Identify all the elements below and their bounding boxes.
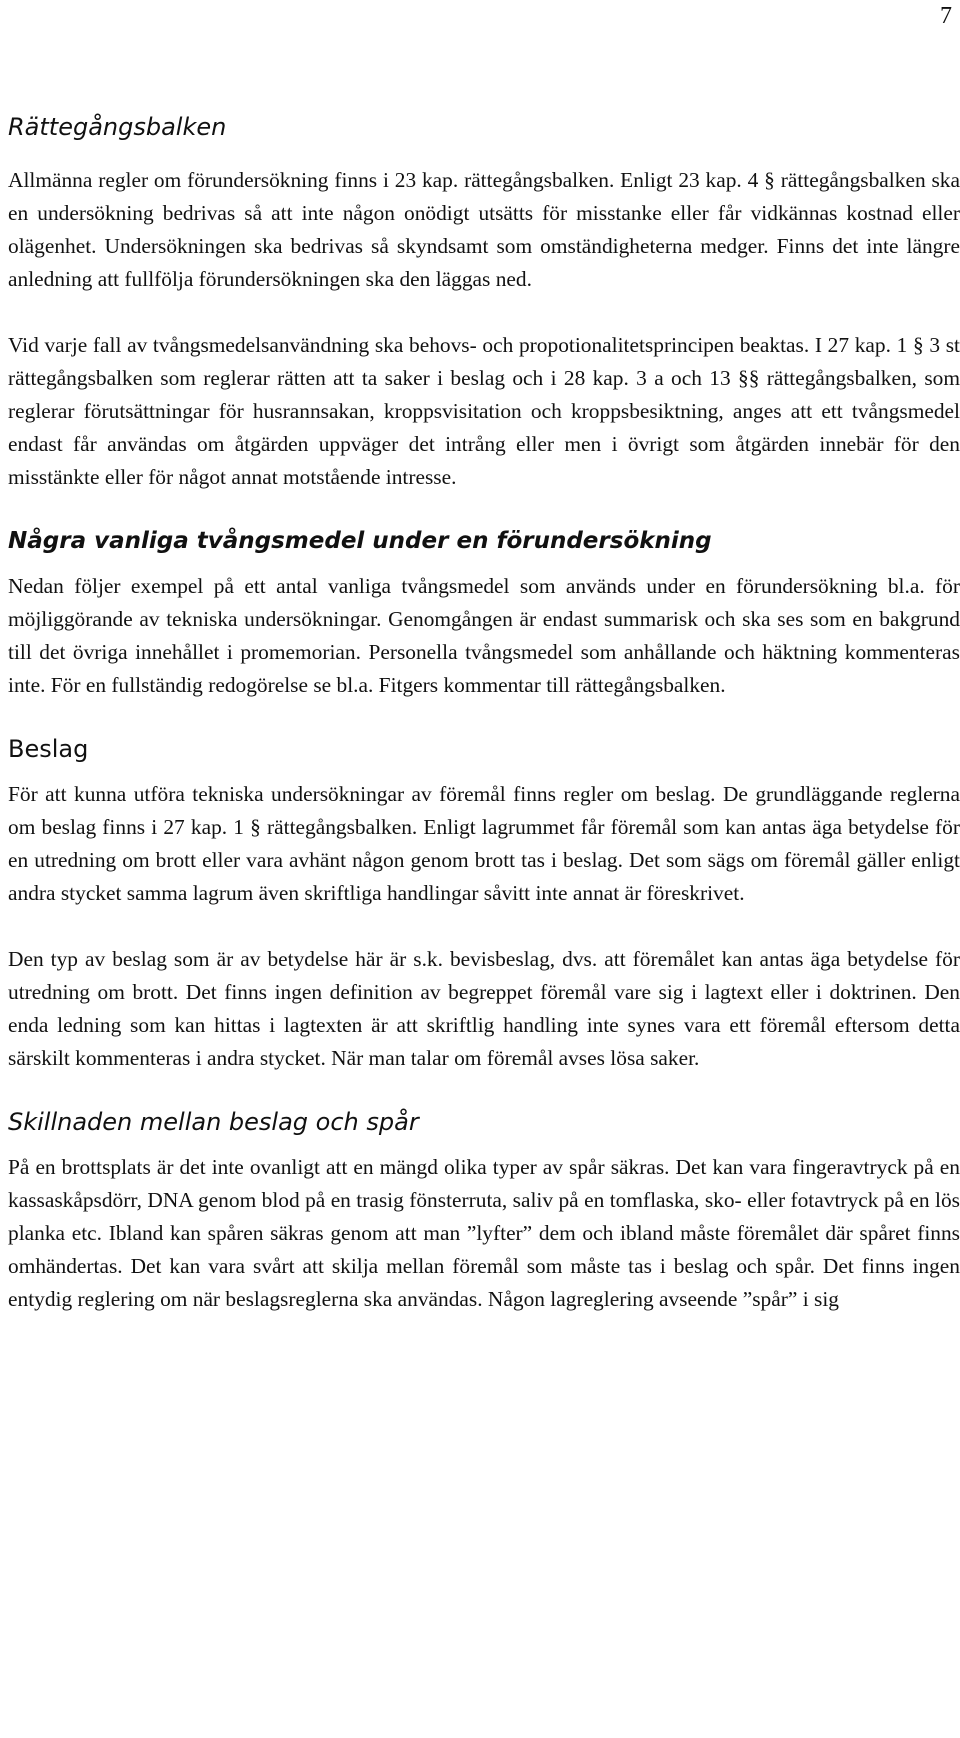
heading-tvangsmedel: Några vanliga tvångsmedel under en förundersökning [8,528,712,554]
heading-beslag: Beslag [8,735,89,763]
heading-rattegangsbalken: Rättegångsbalken [8,113,227,141]
document-body [8,110,960,1316]
paragraph: Vid varje fall av tvångsmedelsanvändning ska behovs- och propotionalitetsprincipen beaktas. I 27 kap. 1 § 3 st rättegångsbalken som reglerar rätten att ta saker i beslag och i 28 kap. 3 a och 13 §§ rättegångsbalken, som reglerar förutsättningar för husrannsakan, kroppsvisitation och kroppsbesiktning, anges att ett tvångsmedel endast får användas om åtgärden uppväger det intrång eller men i övrigt som åtgärden innebär för den misstänkte eller för något annat motstående intresse. [8,333,960,489]
paragraph: Nedan följer exempel på ett antal vanliga tvångsmedel som används under en förundersökning bl.a. för möjliggörande av tekniska undersökningar. Genomgången är endast summarisk och ska ses som en bakgrund till det övriga innehållet i promemorian. Personella tvångsmedel som anhållande och häktning kommenteras inte. För en fullständig redogörelse se bl.a. Fitgers kommentar till rättegångsbalken. [8,574,960,697]
paragraph: På en brottsplats är det inte ovanligt att en mängd olika typer av spår säkras. Det kan vara fingeravtryck på en kassaskåpsdörr, DNA genom blod på en trasig fönsterruta, saliv på en tomflaska, sko- eller fotavtryck på en lös planka etc. Ibland kan spåren säkras genom att man ”lyfter” dem och ibland måste föremålet där spåret finns omhändertas. Det kan vara svårt att skilja mellan föremål som måste tas i beslag och spår. Det finns ingen entydig reglering om när beslagsreglerna ska användas. Någon lagreglering avseende ”spår” i sig [8,1155,960,1311]
paragraph: Allmänna regler om förundersökning finns i 23 kap. rättegångsbalken. Enligt 23 kap. 4 § rättegångsbalken ska en undersökning bedrivas så att inte någon onödigt utsätts för misstanke eller får vidkännas kostnad eller olägenhet. Undersökningen ska bedrivas så skyndsamt som omständigheterna medger. Finns det inte längre anledning att fullfölja förundersökningen ska den läggas ned. [8,168,960,291]
paragraph: Den typ av beslag som är av betydelse här är s.k. bevisbeslag, dvs. att föremålet kan antas äga betydelse för utredning om brott. Det finns ingen definition av begreppet föremål vare sig i lagtext eller i doktrinen. Den enda ledning som kan hittas i lagtexten är att skriftlig handling inte synes vara ett föremål eftersom detta särskilt kommenteras i andra stycket. När man talar om föremål avses lösa saker. [8,947,960,1070]
paragraph: För att kunna utföra tekniska undersökningar av föremål finns regler om beslag. De grundläggande reglerna om beslag finns i 27 kap. 1 § rättegångsbalken. Enligt lagrummet får föremål som kan antas äga betydelse för en utredning om brott eller vara avhänt någon genom brott tas i beslag. Det som sägs om föremål gäller enligt andra stycket samma lagrum även skriftliga handlingar såvitt inte annat är föreskrivet. [8,782,960,905]
heading-beslag-och-spar: Skillnaden mellan beslag och spår [8,1108,419,1136]
page-number: 7 [940,3,952,29]
